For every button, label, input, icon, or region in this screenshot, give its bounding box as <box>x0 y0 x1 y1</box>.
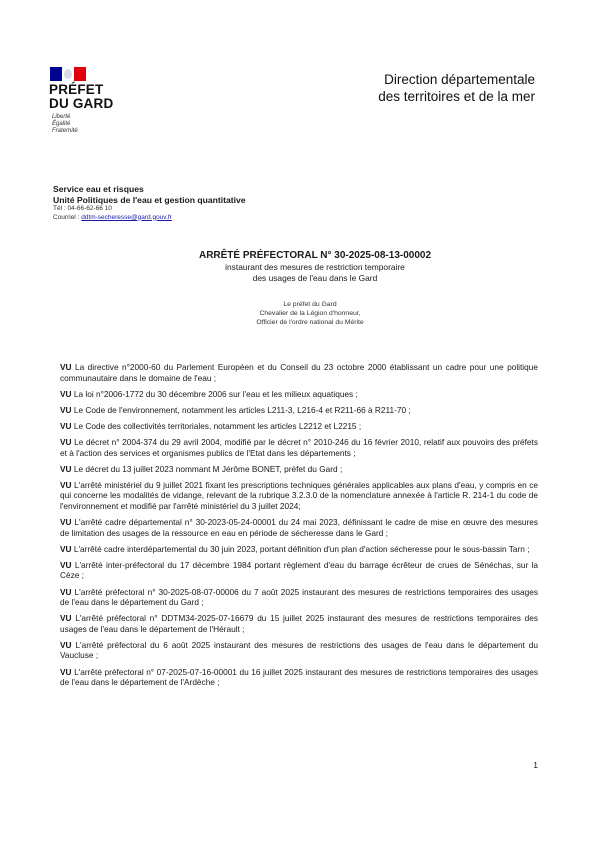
prefet-block <box>190 300 430 327</box>
visa-keyword: VU <box>60 666 72 677</box>
visa-item <box>60 389 538 400</box>
visa-keyword: VU <box>60 436 72 447</box>
visa-keyword: VU <box>60 543 72 554</box>
visa-item <box>60 362 538 383</box>
page-number: 1 <box>533 760 538 770</box>
visa-keyword: VU <box>60 639 72 650</box>
direction-heading <box>275 71 535 105</box>
visa-text: Le Code de l'environnement, notamment les articles L211-3, L216-4 et R211-66 à R211-70 ; <box>73 404 411 415</box>
visa-keyword: VU <box>60 463 72 474</box>
service-unit: Unité Politiques de l'eau et gestion quantitative <box>53 194 246 205</box>
visa-text: Le Code des collectivités territoriales, notamment les articles L2212 et L2215 ; <box>73 420 362 431</box>
motto-liberte: Liberté <box>52 114 71 120</box>
visa-text: L'arrêté cadre départemental n° 30-2023-05-24-00001 du 24 mai 2023, définissant le cadre de mise en œuvre des mesures de limitation des usages de la ressource en eau en période de sécheresse dans le Gard ; <box>60 517 538 538</box>
arrete-title-block <box>150 250 480 283</box>
visa-keyword: VU <box>60 517 72 528</box>
visa-item <box>60 405 538 416</box>
visa-text: L'arrêté préfectoral n° 30-2025-08-07-00006 du 7 août 2025 instaurant des mesures de restrictions temporaires des usages de l'eau dans le département du Gard ; <box>60 586 539 608</box>
visa-keyword: VU <box>60 613 72 624</box>
visa-item <box>60 560 538 581</box>
direction-line-2: des territoires et de la mer <box>378 89 535 104</box>
visa-item <box>60 544 538 555</box>
visa-item <box>60 667 538 688</box>
visa-keyword: VU <box>60 559 72 570</box>
visa-text: L'arrêté inter-préfectoral du 17 décembre 1984 portant règlement d'eau du barrage écrêteur de crues de Sénéchas, sur la Cèze ; <box>60 559 539 581</box>
visa-text: L'arrêté préfectoral n° DDTM34-2025-07-16679 du 15 juillet 2025 instaurant des mesures de restrictions temporaires des usages de l'eau dans le département de l'Hérault ; <box>60 613 538 634</box>
visa-text: L'arrêté cadre interdépartemental du 30 juin 2023, portant définition d'un plan d'action sécheresse pour le sous-bassin Tarn ; <box>73 543 530 554</box>
service-email-line <box>53 214 246 223</box>
visa-text: La loi n°2006-1772 du 30 décembre 2006 sur l'eau et les milieux aquatiques ; <box>73 388 358 399</box>
visa-text: Le décret du 13 juillet 2023 nommant M Jérôme BONET, préfet du Gard ; <box>73 463 343 474</box>
visa-item <box>60 437 538 458</box>
visa-keyword: VU <box>60 404 72 415</box>
prefet-honour-2: Officier de l'ordre national du Mérite <box>256 319 364 326</box>
visa-text: La directive n°2000-60 du Parlement Européen et du Conseil du 23 octobre 2000 établissant un cadre pour une politique communautaire dans le domaine de l'eau ; <box>60 362 538 383</box>
motto-egalite: Égalité <box>52 121 71 127</box>
visa-text: L'arrêté préfectoral du 6 août 2025 instaurant des mesures de restrictions des usages de l'eau dans le département du Vaucluse ; <box>60 639 539 661</box>
prefet-line-1: PRÉFET <box>49 82 104 97</box>
prefet-logo-text <box>49 83 113 111</box>
visa-item <box>60 587 538 608</box>
visa-keyword: VU <box>60 586 72 597</box>
republic-motto <box>52 114 78 135</box>
marianne-flag-logo <box>50 67 86 81</box>
visa-text: Le décret n° 2004-374 du 29 avril 2004, modifié par le décret n° 2010-246 du 16 février 2010, relatif aux pouvoirs des préfets et à l'action des services et organismes publics de l'Etat dans les départements ; <box>60 436 539 458</box>
visa-item <box>60 464 538 475</box>
service-phone: Tél : 04-66-62-66 10 <box>53 205 112 212</box>
visa-keyword: VU <box>60 388 72 399</box>
arrete-subtitle-1: instaurant des mesures de restriction temporaire <box>225 262 405 272</box>
email-label: Courriel : <box>53 213 82 221</box>
arrete-subtitle-2: des usages de l'eau dans le Gard <box>252 272 378 283</box>
visas-list <box>60 362 538 693</box>
service-name: Service eau et risques <box>53 184 144 194</box>
direction-line-1: Direction départementale <box>384 72 535 87</box>
visa-text: L'arrêté ministériel du 9 juillet 2021 fixant les prescriptions techniques générales applicables aux plans d'eau, y compris en ce qui concerne les modalités de vidange, relevant de la rubrique 3.2.3.0 de la nomenclature annexée à l'article R. 214-1 du code de l'environnement et modifié par l'arrêté ministériel du 3 juillet 2024; <box>60 479 538 511</box>
visa-item <box>60 517 538 538</box>
prefet-line-2: DU GARD <box>49 96 114 111</box>
visa-keyword: VU <box>60 420 72 431</box>
visa-item <box>60 480 538 512</box>
service-block <box>53 184 246 222</box>
visa-item <box>60 421 538 432</box>
visa-item <box>60 640 538 661</box>
email-link[interactable]: ddtm-secheresse@gard.gouv.fr <box>81 213 172 221</box>
visa-text: L'arrêté préfectoral n° 07-2025-07-16-00001 du 16 juillet 2025 instaurant des mesures de restrictions temporaires des usages de l'eau dans le département de l'Ardèche ; <box>60 666 538 688</box>
prefet-honour-1: Chevalier de la Légion d'honneur, <box>259 310 361 317</box>
prefet-title: Le préfet du Gard <box>283 301 337 308</box>
visa-keyword: VU <box>60 479 72 490</box>
motto-fraternite: Fraternité <box>52 128 78 134</box>
visa-item <box>60 613 538 634</box>
visa-keyword: VU <box>60 362 72 372</box>
arrete-title: ARRÊTÉ PRÉFECTORAL N° 30-2025-08-13-00002 <box>198 250 432 261</box>
